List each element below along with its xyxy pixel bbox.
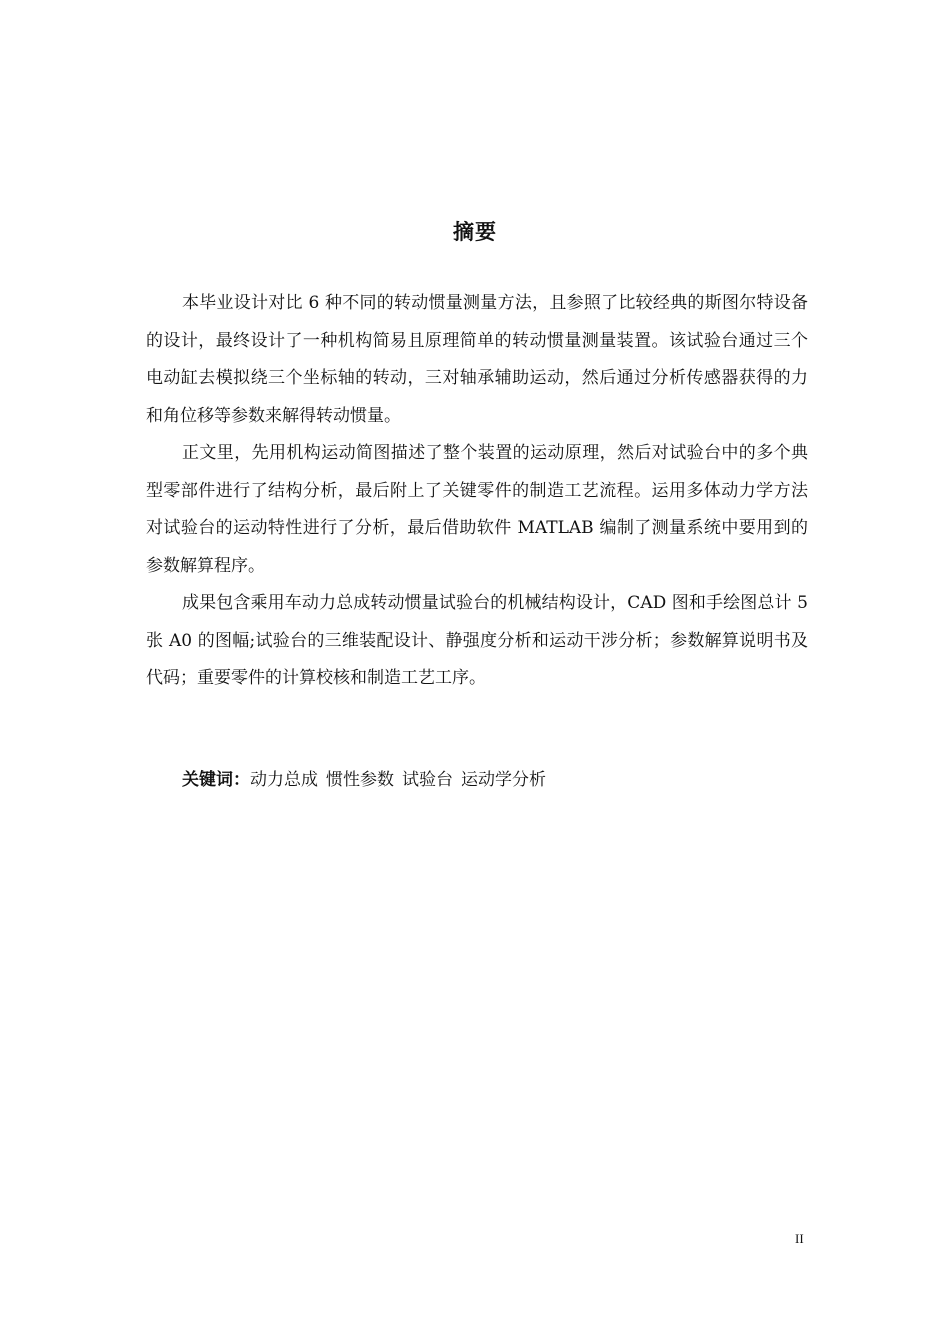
page-number: II — [795, 1231, 804, 1246]
abstract-paragraph-2: 正文里，先用机构运动简图描述了整个装置的运动原理，然后对试验台中的多个典型零部件进行了结构分析，最后附上了关键零件的制造工艺流程。运用多体动力学方法对试验台的运动特性进行了分析，最后借助软件 MATLAB 编制了测量系统中要用到的参数解算程序。 — [146, 443, 808, 576]
keyword-item: 动力总成 — [250, 770, 318, 790]
keyword-item: 惯性参数 — [326, 770, 394, 790]
keywords-label: 关键词： — [182, 770, 250, 790]
abstract-paragraph-3: 成果包含乘用车动力总成转动惯量试验台的机械结构设计，CAD 图和手绘图总计 5 张 A0 的图幅;试验台的三维装配设计、静强度分析和运动干涉分析；参数解算说明书及代码；重要零件的计算校核和制造工艺工序。 — [146, 593, 808, 688]
abstract-paragraph-1: 本毕业设计对比 6 种不同的转动惯量测量方法，且参照了比较经典的斯图尔特设备的设计，最终设计了一种机构简易且原理简单的转动惯量测量装置。该试验台通过三个电动缸去模拟绕三个坐标轴的转动，三对轴承辅助运动，然后通过分析传感器获得的力和角位移等参数来解得转动惯量。 — [146, 293, 808, 426]
keyword-item: 试验台 — [402, 770, 453, 790]
keywords-line — [182, 763, 554, 797]
abstract-title: 摘要 — [453, 220, 497, 244]
abstract-body — [146, 285, 808, 698]
keyword-item: 运动学分析 — [461, 770, 546, 790]
